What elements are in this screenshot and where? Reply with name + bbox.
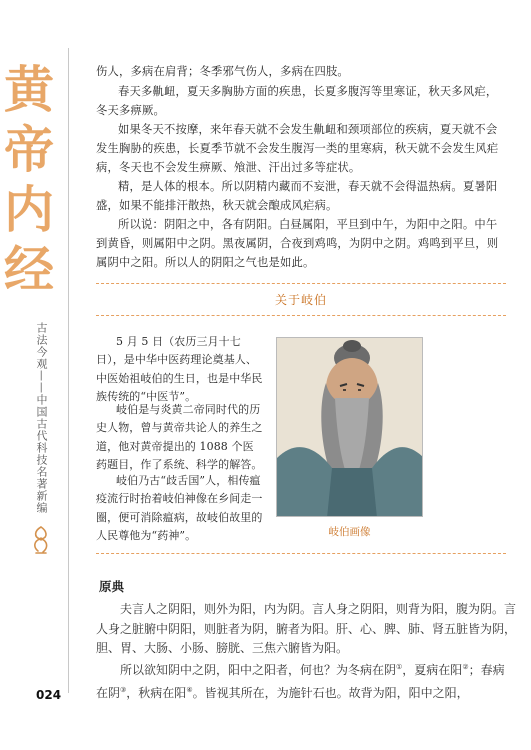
footnote-marker: ④	[186, 685, 193, 694]
series-name: 古法今观——中国古代科技名著新编	[35, 322, 48, 514]
qibo-portrait	[276, 337, 423, 517]
title-char-1: 黄	[4, 61, 54, 119]
paragraph: 如果冬天不按摩，来年春天就不会发生鼽衄和颈项部位的疾病，夏天就不会发生胸胁的疾患，长夏季节就不会发生腹泻一类的里寒病，秋天就不会发生风疟病，冬天也不会发生痹厥、飧泄、汗出过多等症状。	[96, 123, 499, 174]
classic-paragraph: 夫言人之阴阳，则外为阳，内为阴。言人身之阴阳，则背为阳，腹为阴。言人身之脏腑中阴阳，则脏者为阴，腑者为阳。肝、心、脾、肺、肾五脏皆为阴，胆、胃、大肠、小肠、膀胱、三焦六腑皆为阳。	[96, 602, 517, 655]
footnote-marker: ②	[462, 663, 469, 671]
paragraph: 伤人，多病在肩背；冬季邪气伤人，多病在四肢。	[96, 65, 349, 78]
book-title-vertical	[4, 60, 54, 300]
section-divider-top	[96, 283, 506, 284]
title-char-4: 经	[4, 241, 54, 299]
bio-paragraph: 岐伯乃古“歧舌国”人，相传瘟疫流行时抬着岐伯神像在乡间走一圈，便可消除瘟病，故岐伯故里的人民尊他为“药神”。	[96, 474, 263, 543]
title-char-3: 内	[4, 181, 54, 239]
paragraph: 精，是人体的根本。所以阴精内藏而不妄泄，春天就不会得温热病。夏暑阳盛，如果不能排汗散热，秋天就会酿成风疟病。	[96, 180, 498, 212]
section-title: 关于岐伯	[274, 293, 327, 307]
section-divider-bottom	[96, 315, 506, 316]
paragraph: 春天多鼽衄，夏天多胸胁方面的疾患，长夏多腹泻等里寒证，秋天多风疟，冬天多痹厥。	[96, 85, 498, 117]
section-divider-end	[96, 553, 506, 554]
footnote-marker: ③	[120, 685, 127, 694]
portrait-caption: 岐伯画像	[328, 526, 371, 538]
page-number: 024	[36, 688, 62, 702]
paragraph: 所以说：阴阳之中，各有阴阳。白昼属阳，平旦到中午，为阳中之阳。中午到黄昏，则属阳中之阴。黑夜属阴，合夜到鸡鸣，为阴中之阴。鸡鸣到平旦，则属阴中之阳。所以人的阴阳之气也是如此。	[96, 218, 499, 269]
title-char-2: 帝	[4, 121, 54, 179]
original-text-label: 原典	[99, 579, 125, 594]
bio-paragraph: 岐伯是与炎黄二帝同时代的历史人物，曾与黄帝共论人的养生之道，他对黄帝提出的 1088 个医药题目，作了系统、科学的解答。	[96, 403, 263, 472]
bio-paragraph: 5 月 5 日（农历三月十七日），是中华中医药理论奠基人、中医始祖岐伯的生日，也是中华民族传统的“中医节”。	[96, 335, 263, 404]
classic-paragraph: 所以欲知阴中之阴，阳中之阳者，何也？为冬病在阴①，夏病在阳②；春病在阴③，秋病在阳④。皆视其所在，为施针石也。故背为阳，阳中之阳，	[96, 663, 505, 700]
margin-rule	[68, 48, 69, 693]
ornament-icon	[30, 525, 52, 555]
footnote-marker: ①	[396, 663, 403, 671]
